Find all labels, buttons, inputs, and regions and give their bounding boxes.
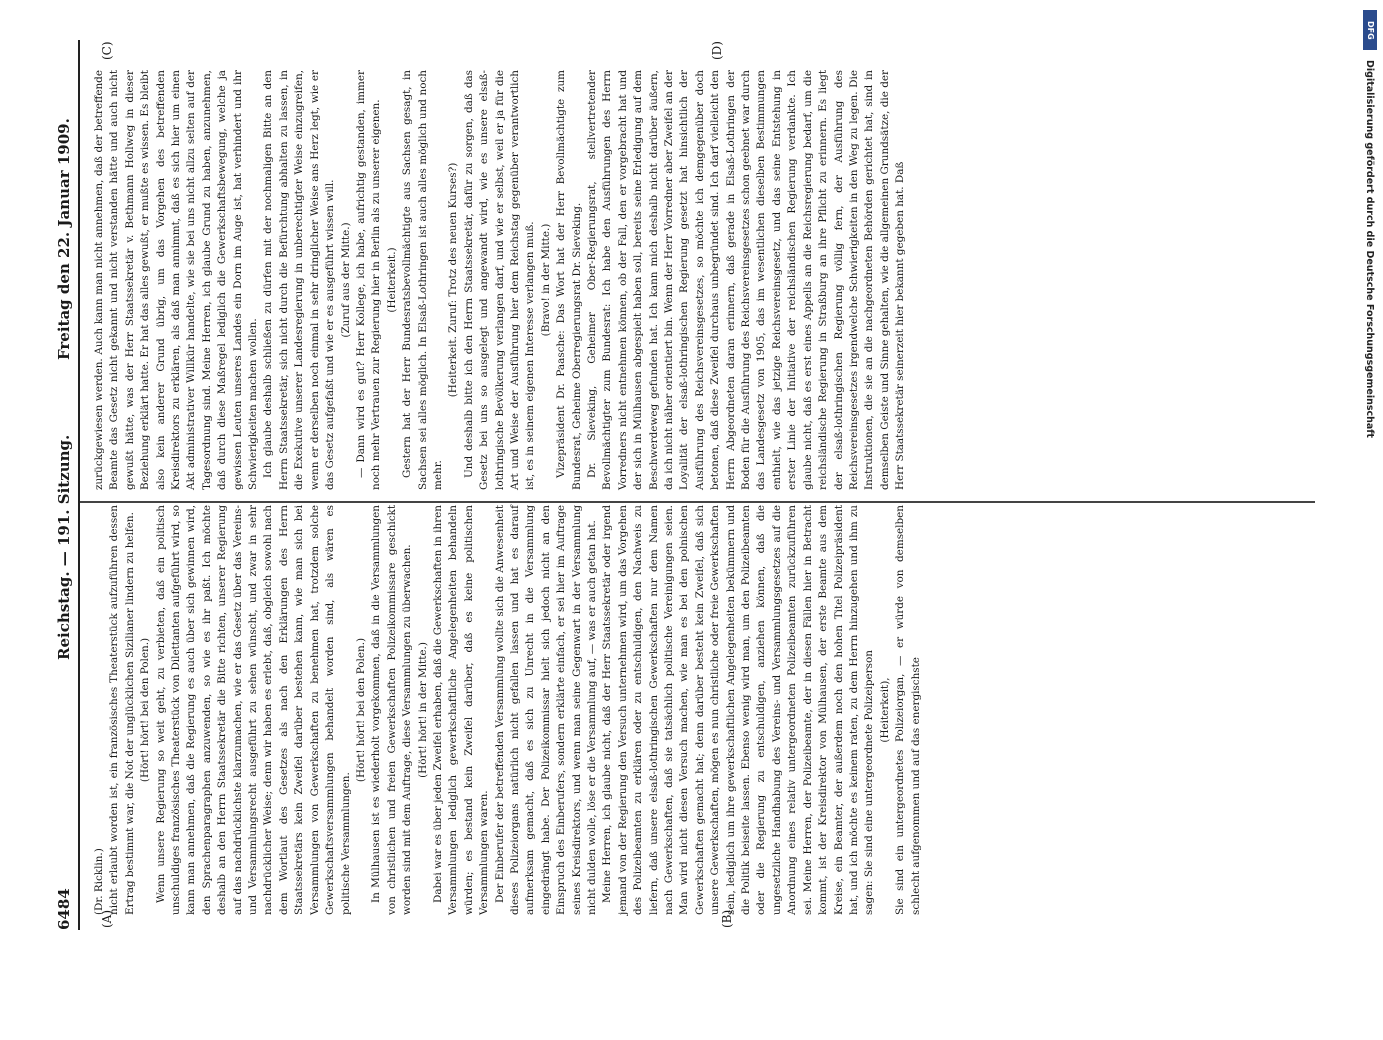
page-number: 6484 [55, 888, 73, 930]
session-date: Freitag den 22. Januar 1909. [55, 118, 73, 360]
left-column-paragraph: (Hört! hört! bei den Polen.) [354, 637, 367, 783]
left-column-paragraph: (Hört! hört! in der Mitte.) [416, 642, 429, 778]
left-column-paragraph: Sie sind ein untergeordnetes Polizeiorgan, — er würde von demselben schlecht aufgenommen und auf das energischste [894, 505, 922, 915]
right-column-paragraph: (Bravo! in der Mitte.) [539, 223, 552, 337]
left-column-paragraph: (Heiterkeit), [878, 677, 891, 743]
header-rule [78, 40, 80, 930]
session-title: Reichstag. — 191. Sitzung. [55, 434, 73, 660]
column-divider [80, 501, 1315, 503]
margin-mark-a: (A) [100, 909, 114, 928]
left-column-paragraph: (Dr. Ricklin.) [93, 848, 105, 915]
digitization-stamp [1363, 10, 1377, 990]
right-column-paragraph: Ich glaube deshalb schließen zu dürfen mit der nochmaligen Bitte an den Herrn Staatssekretär, sich nicht durch die Befürchtung abhalten zu lassen, in die Exekutive unserer Landesregierung in unberechtigter Weise einzugreifen, wenn er derselben noch einmal in sehr dringlicher Weise ans Herz legt, wie er das Gesetz aufgefaßt und wie er es ausgeführt wissen will. [262, 70, 337, 490]
right-column-paragraph: (Heiterkeit.) [385, 247, 398, 313]
right-column-paragraph: — Dann wird es gut? Herr Kollege, ich habe, aufrichtig gestanden, immer noch mehr Vertrauen zur Regierung hier in Berlin als zu unserer eigenen. [354, 70, 383, 490]
right-text-column [92, 70, 909, 490]
right-column-paragraph: (Heiterkeit. Zuruf: Trotz des neuen Kurses?) [447, 162, 460, 398]
left-column-paragraph: Meine Herren, ich glaube nicht, daß der Herr Staatssekretär oder irgend jemand von der Regierung den Versuch unternehmen wird, um das Vorgehen des Polizeibeamten zu erklären oder zu entschuldigen, den Nachweis zu liefern, daß unsere elsaß-lothringischen Gewerkschaften nur dem Namen nach Gewerkschaften, daß sie tatsächlich politische Vereinigungen seien. Man wird nicht diesen Versuch machen, wie man es bei den polnischen Gewerkschaften gemacht hat; denn darüber besteht kein Zweifel, daß sich unsere Gewerkschaften, mögen es nun christliche oder freie Gewerkschaften sein, lediglich um ihre gewerkschaftlichen Angelegenheiten bekümmern und die Politik beiseite lassen. Ebenso wenig wird man, um den Polizeibeamten oder die Regierung zu entschuldigen, anziehen können, daß die ungesetzliche Handhabung des Vereins- und Versammlungsgesetzes auf die Anordnung eines relativ untergeordneten Polizeibeamten zurückzuführen sei. Meine Herren, der Polizeibeamte, der in diesen Fällen hier in Betracht kommt, ist der Kreisdirektor von Mülhausen, der erste Beamte aus dem Kreise, ein Beamter, der außerdem noch den hohen Titel Polizeipräsident hat, und ich möchte es keinem raten, zu dem Herrn hinzugehen und ihm zu sagen: Sie sind eine untergeordnete Polizeiperson [601, 505, 876, 915]
page-header [55, 40, 77, 930]
digitization-notice: Digitalisierung gefördert durch die Deutsche Forschungsgemeinschaft [1364, 60, 1375, 438]
right-column-paragraph: (Zuruf aus der Mitte.) [339, 222, 352, 338]
left-column-paragraph: Wenn unsere Regierung so weit geht, zu verbieten, daß ein politisch unschuldiges französisches Theaterstück von Dilettanten aufgeführt wird, so kann man annehmen, daß die Regierung es auch über sich gewinnen wird, den Sprachenparagraphen anzuwenden, so wie es ihr paßt. Ich möchte deshalb an den Herrn Staatssekretär die Bitte richten, unserer Regierung auf das nachdrücklichste klarzumachen, wie er das Gesetz über das Vereins- und Versammlungsrecht ausgeführt zu sehen wünscht, und zwar in sehr nachdrücklicher Weise; denn wir haben es erlebt, daß, obgleich sowohl nach dem Wortlaut des Gesetzes als nach den Erklärungen des Herrn Staatssekretärs kein Zweifel darüber bestehen kann, wie man sich bei Versammlungen von Gewerkschaften zu benehmen hat, trotzdem solche Gewerkschaftsversammlungen behandelt worden sind, als wären es politische Versammlungen. [154, 505, 352, 915]
left-column-paragraph: Der Einberufer der betreffenden Versammlung wollte sich die Anwesenheit dieses Polizeiorgans natürlich nicht gefallen lassen und hat es darauf aufmerksam gemacht, daß es sich zu Unrecht in die Versammlung eingedrängt habe. Der Polizeikommissar hielt sich jedoch nicht an den Einspruch des Einberufers, sondern erklärte einfach, er sei hier im Auftrage seines Kreisdirektors, und wenn man seine Gegenwart in der Versammlung nicht dulden wolle, löse er die Versammlung auf, — was er auch getan hat. [493, 505, 598, 915]
left-column-paragraph: Dabei war es über jeden Zweifel erhaben, daß die Gewerkschaften in ihren Versammlungen lediglich gewerkschaftliche Angelegenheiten behandeln würden; es bestand kein Zweifel darüber, daß es keine politischen Versammlungen waren. [431, 505, 491, 915]
right-column-paragraph: Und deshalb bitte ich den Herrn Staatssekretär, dafür zu sorgen, daß das Gesetz bei uns so ausgelegt und angewandt wird, wie es unsere elsaß-lothringische Bevölkerung verlangen darf, und wie er selbst, weil er ja für die Art und Weise der Ausführung hier dem Reichstag gegenüber verantwortlich ist, es in seinem eigenen Interesse verlangen muß. [462, 70, 537, 490]
right-column-paragraph: Dr. Sieveking, Geheimer Ober-Regierungsrat, stellvertretender Bevollmächtigter zum Bundesrat: Ich habe den Ausführungen des Herrn Vorredners nicht entnehmen können, ob der Fall, den er vorgebracht hat und der sich in Mülhausen abgespielt haben soll, bereits seine Erledigung auf dem Beschwerdeweg gefunden hat. Ich kann mich deshalb nicht darüber äußern, da ich nicht näher orientiert bin. Wenn der Herr Vorredner aber Zweifel an der Loyalität der elsaß-lothringischen Regierung gesetzt hat hinsichtlich der Ausführung des Reichsvereinsgesetzes, so möchte ich demgegenüber doch betonen, daß diese Zweifel durchaus unbegründet sind. Ich darf vielleicht den Herrn Abgeordneten daran erinnern, daß gerade in Elsaß-Lothringen der Boden für die Ausführung des Reichsvereinsgesetzes schon geebnet war durch das Landesgesetz von 1905, das im wesentlichen dieselben Bestimmungen enthielt, wie das jetzige Reichsvereinsgesetz, und das seine Entstehung in erster Linie der Initiative der reichsländischen Regierung verdankte. Ich glaube nicht, daß es erst eines Appells an die Reichsregierung bedarf, um die reichsländische Regierung in Straßburg an ihre Pflicht zu erinnern. Es liegt der elsaß-lothringischen Regierung völlig fern, der Ausführung des Reichsvereinsgesetzes irgendwelche Schwierigkeiten in den Weg zu legen. Die Instruktionen, die sie an die nachgeordneten Behörden gerichtet hat, sind in demselben Geiste und Sinne gehalten, wie die allgemeinen Grundsätze, die der Herr Staatssekretär seinerzeit hier bekannt gegeben hat. Daß [586, 70, 907, 490]
right-column-paragraph: Gestern hat der Herr Bundesratsbevollmächtigte aus Sachsen gesagt, in Sachsen sei alles möglich. In Elsaß-Lothringen ist auch alles möglich und noch mehr. [401, 70, 444, 490]
right-column-paragraph: Vizepräsident Dr. Paasche: Das Wort hat der Herr Bevollmächtigte zum Bundesrat, Geheime Oberregierungsrat Dr. Sieveking. [555, 70, 583, 490]
right-column-paragraph: zurückgewiesen werden. Auch kann man nicht annehmen, daß der betreffende Beamte das Gesetz nicht gekannt und nicht verstanden hätte und auch nicht gewußt hätte, was der Herr Staatssekretär v. Bethmann Hollweg in dieser Beziehung erklärt hatte. Er hat das alles gewußt, er mußte es wissen. Es bleibt also kein anderer Grund übrig, um das Vorgehen des betreffenden Kreisdirektors zu erklären, als daß man annimmt, daß es sich hier um einen Akt administrativer Willkür handelte, wie sie bei uns nicht allzu selten auf der Tagesordnung sind. Meine Herren, ich glaube Grund zu haben, anzunehmen, daß durch diese Maßregel lediglich die Gewerkschaftsbewegung, welche ja gewissen Leuten unseres Landes ein Dorn im Auge ist, hat verhindert und ihr Schwierigkeiten machen wollen. [93, 70, 260, 490]
left-text-column [92, 505, 924, 915]
left-column-paragraph: In Mülhausen ist es wiederholt vorgekommen, daß in die Versammlungen von christlichen und freien Gewerkschaften Polizeikommissare geschickt worden sind mit dem Auftrage, diese Versammlungen zu überwachen. [370, 505, 414, 915]
dfg-logo: DFG [1363, 10, 1377, 50]
left-column-paragraph: (Hört! hört! bei den Polen.) [139, 637, 152, 783]
margin-mark-c: (C) [100, 41, 114, 60]
left-column-paragraph: nicht erlaubt worden ist, ein französisches Theaterstück aufzuführen dessen Ertrag bestimmt war, die Not der unglücklichen Sizilianer lindern zu helfen. [108, 505, 136, 915]
margin-mark-b: (B) [720, 909, 734, 928]
margin-mark-d: (D) [710, 41, 724, 60]
